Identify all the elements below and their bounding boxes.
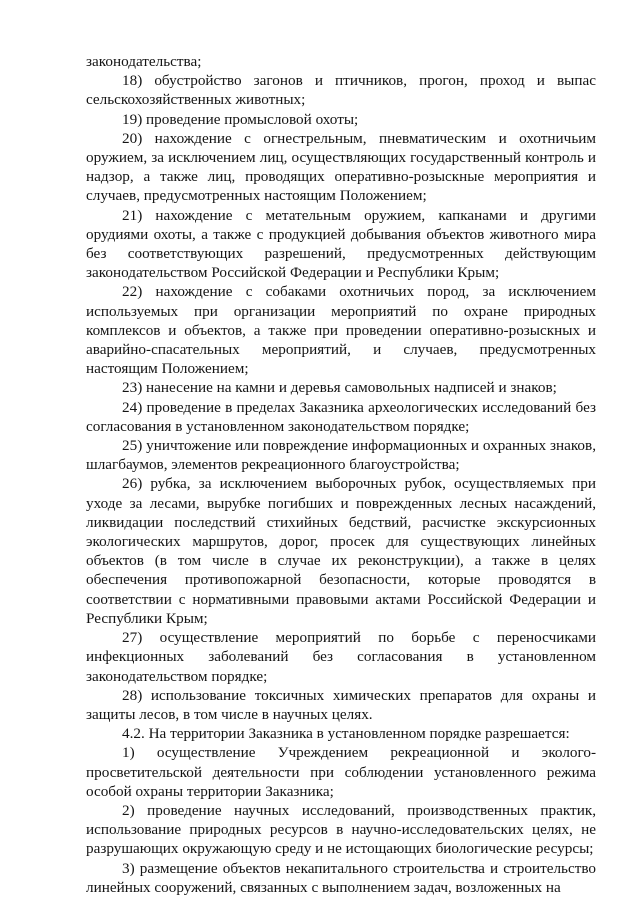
paragraph-item-23: 23) нанесение на камни и деревья самовольных надписей и знаков; [122,379,557,397]
paragraph-item-27: 27) осуществление мероприятий по борьбе с переносчиками инфекционных заболеваний без согласования в установленном законодательством порядке; [86,629,596,685]
paragraph-allowed-3: 3) размещение объектов некапитального строительства и строительство линейных сооружений, связанных с выполнением задач, возложенных на [86,859,596,896]
paragraph-item-28: 28) использование токсичных химических препаратов для охраны и защиты лесов, в том числе в научных целях. [86,686,596,723]
document-page [86,52,596,897]
paragraph-item-20: 20) нахождение с огнестрельным, пневматическим и охотничьим оружием, за исключением лиц, осуществляющих государственный контроль и надзор, а также лиц, проводящих оперативно-розыскные мероприятия и случаев, предусмотренных настоящим Положением; [86,129,596,205]
paragraph-item-22: 22) нахождение с собаками охотничьих пород, за исключением используемых при организации мероприятий по охране природных комплексов и объектов, а также при проведении оперативно-розыскных и аварийно-спасательных мероприятий, и случаев, предусмотренных настоящим Положением; [86,283,596,378]
paragraph-legislation-end: законодательства; [86,53,202,70]
paragraph-item-25: 25) уничтожение или повреждение информационных и охранных знаков, шлагбаумов, элементов рекреационного благоустройства; [86,437,596,474]
paragraph-item-26: 26) рубка, за исключением выборочных рубок, осуществляемых при уходе за лесами, вырубке погибших и поврежденных лесных насаждений, ликвидации последствий стихийных бедствий, расчистке экскурсионных экологических маршрутов, дорог, просек для существующих линейных объектов (в том числе в случае их реконструкции), а также в целях обеспечения противопожарной безопасности, которые проводятся в соответствии с нормативными правовыми актами Российской Федерации и Республики Крым; [86,475,596,627]
paragraph-section-4-2: 4.2. На территории Заказника в установленном порядке разрешается: [122,725,570,743]
paragraph-allowed-2: 2) проведение научных исследований, производственных практик, использование природных ресурсов в научно-исследовательских целях, не разрушающих окружающую среду и не истощающих биологические ресурсы; [86,801,596,858]
paragraph-item-19: 19) проведение промысловой охоты; [122,110,359,128]
paragraph-item-18: 18) обустройство загонов и птичников, прогон, проход и выпас сельскохозяйственных животных; [86,72,596,109]
paragraph-item-24: 24) проведение в пределах Заказника археологических исследований без согласования в установленном законодательством порядке; [86,398,596,435]
paragraph-allowed-1: 1) осуществление Учреждением рекреационной и эколого-просветительской деятельности при соблюдении установленного режима особой охраны территории Заказника; [86,744,596,800]
paragraph-item-21: 21) нахождение с метательным оружием, капканами и другими орудиями охоты, а также с продукцией добывания объектов животного мира без соответствующих разрешений, предусмотренных действующим законодательством Российской Федерации и Республики Крым; [86,206,596,282]
